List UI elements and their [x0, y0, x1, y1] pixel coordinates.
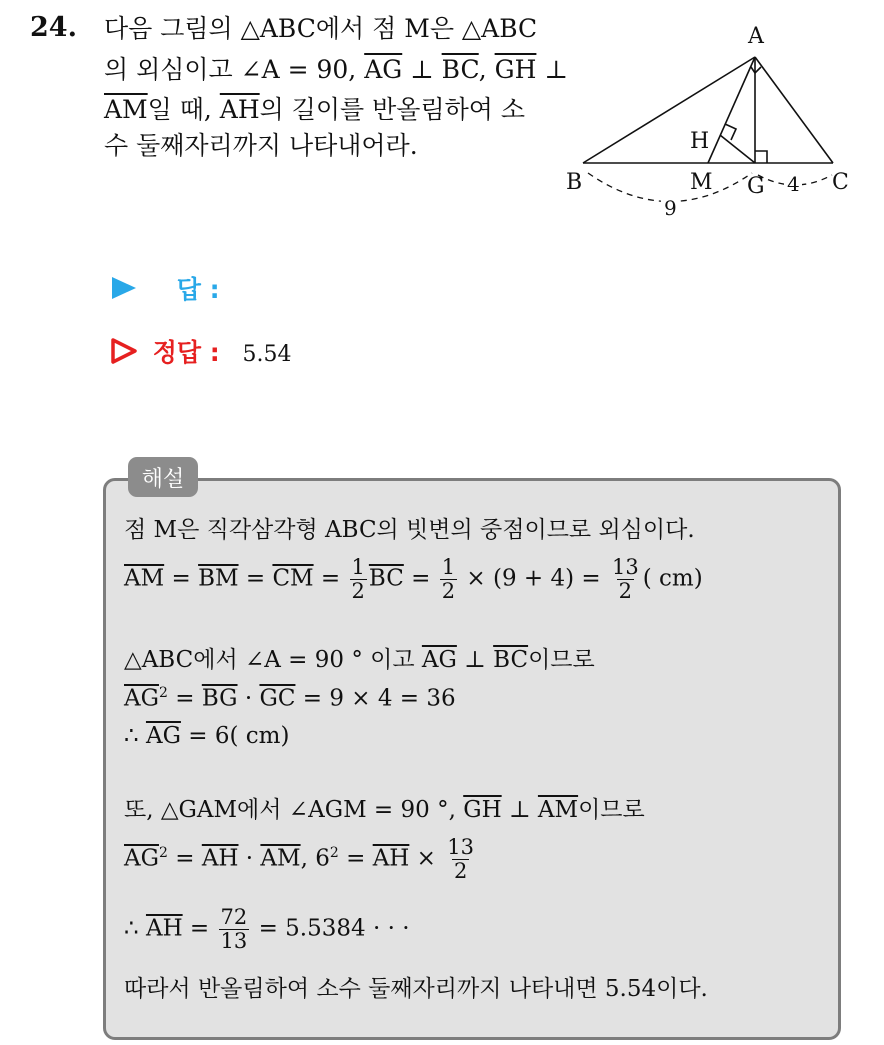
play-outline-icon [110, 338, 138, 364]
segment-symbol: $\overline{AG}$ [421, 647, 457, 673]
segment-symbol: $\overline{CM}$ [272, 565, 314, 592]
triangle-figure [560, 15, 860, 220]
segment-symbol: $\overline{BM}$ [198, 565, 239, 592]
superscript: 2 [158, 685, 168, 701]
question-line: 다음 그림의 △ABC에서 점 M은 △ABC [104, 14, 538, 43]
explanation-line: 따라서 반올림하여 소수 둘째자리까지 나타내면 5.54이다. [124, 976, 708, 1002]
right-angle-a [751, 67, 761, 73]
segment-symbol: $\overline{GH}$ [463, 797, 502, 823]
segment-gh [720, 135, 755, 163]
label-c: C [832, 170, 849, 195]
answer-correct-label: 정답 : [152, 338, 220, 367]
length-bg: 9 [664, 196, 677, 220]
explanation-line: ∴ $\overline{AG} = 6$( cm) [124, 723, 290, 749]
segment-symbol: $\overline{AH}$ [145, 915, 183, 942]
play-icon [110, 275, 138, 301]
label-g: G [747, 174, 765, 199]
segment-symbol: $\overline{AG}$ [364, 55, 403, 84]
answer-blank-label: 답 : [176, 275, 220, 304]
segment-symbol: $\overline{GH}$ [494, 55, 537, 84]
question-line: 수 둘째자리까지 나타내어라. [104, 131, 418, 160]
label-h: H [690, 129, 710, 154]
side-ab [583, 57, 755, 163]
right-angle-h [725, 124, 736, 140]
superscript: 2 [158, 844, 168, 861]
label-b: B [566, 170, 583, 195]
answer-correct-row [110, 333, 291, 369]
segment-symbol: $\overline{AH}$ [219, 95, 260, 124]
side-ac [755, 57, 833, 163]
question-number: 24. [30, 12, 77, 43]
explanation-line: 점 M은 직각삼각형 ABC의 빗변의 중점이므로 외심이다. [124, 517, 695, 543]
fraction: $\frac{13}{2}$ [612, 555, 639, 604]
segment-symbol: $\overline{AM}$ [260, 845, 301, 872]
segment-symbol: $\overline{AH}$ [201, 845, 239, 872]
segment-symbol: $\overline{GC}$ [259, 685, 296, 712]
question-line: 의 외심이고 ∠A = 90, $\overline{AG}$ ⊥ $\overline{BC}$, $\overline{GH}$ ⊥ [104, 55, 568, 84]
explanation-line: $\overline{AG}^2 = \overline{AH} \cdot \overline{AM}$, $6^2 = \overline{AH}$ × $\frac{13}{2}$ [124, 835, 474, 884]
explanation-line: $\overline{AG}^2 = \overline{BG} \cdot \overline{GC} = 9 \times 4 = 36$ [124, 685, 456, 712]
label-a: A [748, 24, 764, 49]
segment-symbol: $\overline{AG}$ [145, 723, 181, 749]
fraction: $\frac{1}{2}$ [351, 555, 365, 604]
fraction: $\frac{13}{2}$ [447, 835, 474, 884]
explanation-tag: 해설 [128, 457, 198, 497]
segment-symbol: $\overline{BG}$ [201, 685, 238, 712]
answer-correct-value: 5.54 [242, 342, 292, 367]
segment-symbol: $\overline{BC}$ [441, 55, 479, 84]
segment-symbol: $\overline{AG}$ [124, 845, 159, 872]
segment-symbol: $\overline{AM}$ [124, 565, 165, 592]
segment-symbol: $\overline{AH}$ [372, 845, 410, 872]
fraction: $\frac{1}{2}$ [441, 555, 456, 604]
segment-symbol: $\overline{AM}$ [537, 797, 579, 823]
right-angle-g [755, 151, 767, 163]
length-gc: 4 [787, 172, 800, 196]
segment-am [708, 57, 755, 163]
segment-symbol: $\overline{BC}$ [368, 565, 404, 592]
explanation-line: 또, △GAM에서 ∠AGM = 90 °, $\overline{GH}$ ⊥ $\overline{AM}$이므로 [124, 797, 645, 823]
segment-symbol: $\overline{AG}$ [124, 685, 159, 712]
segment-symbol: $\overline{BC}$ [493, 647, 529, 673]
label-m: M [690, 170, 713, 195]
question-line: $\overline{AM}$일 때, $\overline{AH}$의 길이를 반올림하여 소 [104, 95, 525, 124]
explanation-line: △ABC에서 ∠A = 90 ° 이고 $\overline{AG}$ ⊥ $\overline{BC}$이므로 [124, 647, 595, 673]
superscript: 2 [329, 844, 339, 861]
answer-blank-row [110, 270, 220, 306]
segment-symbol: $\overline{AM}$ [104, 95, 148, 124]
explanation-line: $\overline{AM} = \overline{BM} = \overline{CM}$ = $\frac{1}{2}$ $\overline{BC}$ = $\frac{1}{2}$ × (9 + 4) = $\frac{13}{2}$ ( cm) [124, 555, 703, 604]
fraction: $\frac{72}{13}$ [220, 905, 248, 954]
explanation-line: ∴ $\overline{AH}$ = $\frac{72}{13}$ = 5.5384 · · · [124, 905, 410, 954]
